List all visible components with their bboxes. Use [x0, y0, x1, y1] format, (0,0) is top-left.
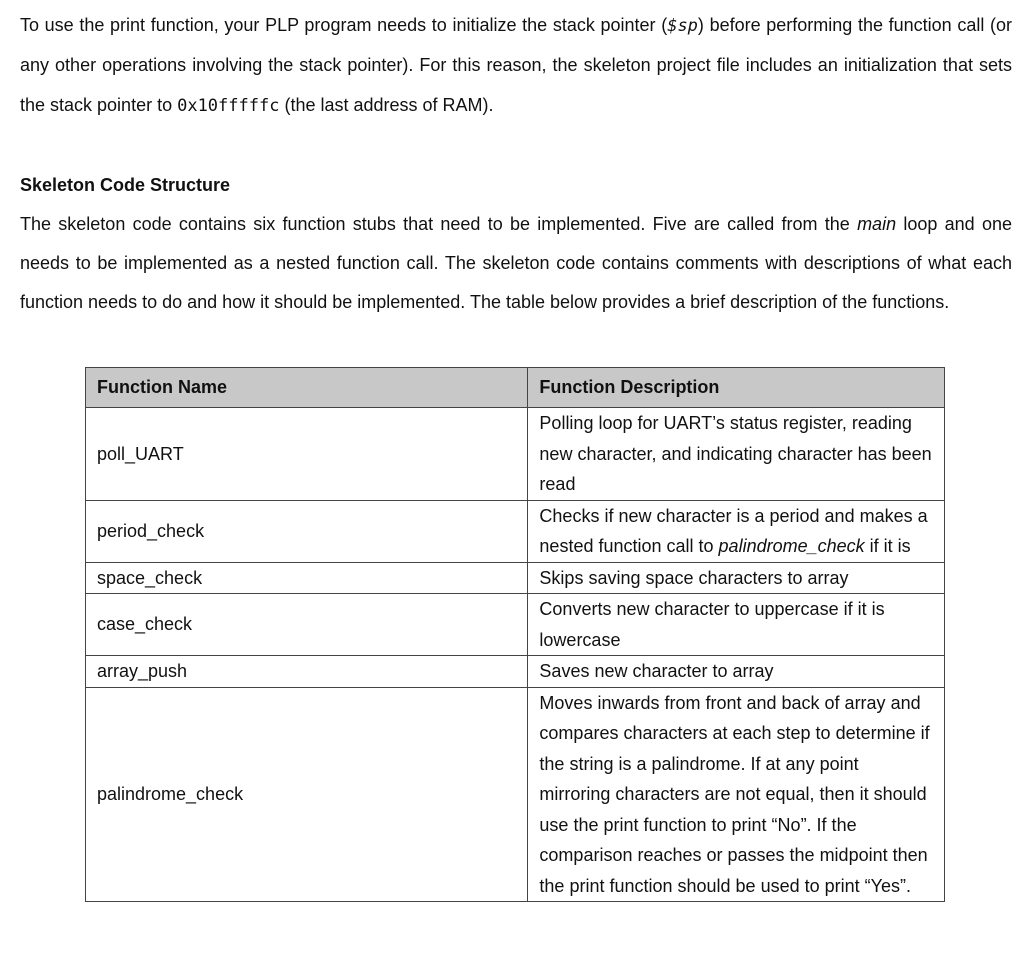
- sp-code: $sp: [667, 16, 698, 36]
- header-function-description: Function Description: [528, 368, 945, 408]
- function-name-cell: case_check: [86, 594, 528, 656]
- intro-paragraph: [20, 6, 1012, 126]
- function-name-cell: array_push: [86, 656, 528, 688]
- description-text: Checks if new character is a period and makes a nested function call to: [539, 505, 928, 556]
- table-row: [86, 408, 945, 501]
- section-text-1: The skeleton code contains six function stubs that need to be implemented. Five are called from the: [20, 213, 858, 234]
- function-name-cell: space_check: [86, 562, 528, 594]
- function-name-cell: poll_UART: [86, 408, 528, 501]
- description-emphasis: palindrome_check: [718, 536, 865, 556]
- intro-text-3: (the last address of RAM).: [279, 94, 494, 115]
- function-description-cell: Polling loop for UART’s status register, reading new character, and indicating character has been read: [528, 408, 945, 501]
- header-function-name: Function Name: [86, 368, 528, 408]
- table-row: [86, 687, 945, 902]
- section-text-2: loop and one needs to be implemented as a nested function call. The skeleton code contains comments with descriptions of what each function needs to do and how it should be implemented. The table below provides a brief description of the functions.: [20, 213, 1012, 313]
- section-paragraph: [20, 205, 1012, 323]
- address-code: 0x10fffffc: [177, 95, 280, 116]
- table-row: [86, 500, 945, 562]
- table-row: [86, 594, 945, 656]
- function-description-cell: Converts new character to uppercase if it is lowercase: [528, 594, 945, 656]
- function-description-cell: Skips saving space characters to array: [528, 562, 945, 594]
- intro-text-1: To use the print function, your PLP program needs to initialize the stack pointer (: [20, 15, 668, 35]
- document-body: [20, 6, 1012, 323]
- main-emphasis: main: [857, 213, 897, 234]
- function-description-cell: [528, 500, 945, 562]
- section-heading: Skeleton Code Structure: [20, 174, 231, 195]
- function-description-cell: Saves new character to array: [528, 656, 945, 688]
- intro-text-2: ) before performing the function call (or any other operations involving the stack pointer). For this reason, the skeleton project file includes an initialization that sets the stack pointer to: [20, 15, 1013, 115]
- description-text: if it is: [864, 536, 911, 556]
- function-description-cell: Moves inwards from front and back of array and compares characters at each step to determine if the string is a palindrome. If at any point mirroring characters are not equal, then it should use the print function to print “No”. If the comparison reaches or passes the midpoint then the print function should be used to print “Yes”.: [528, 687, 945, 902]
- function-table: [85, 367, 945, 902]
- table-header-row: [86, 368, 945, 408]
- table-row: [86, 656, 945, 688]
- function-name-cell: palindrome_check: [86, 687, 528, 902]
- function-name-cell: period_check: [86, 500, 528, 562]
- table-row: [86, 562, 945, 594]
